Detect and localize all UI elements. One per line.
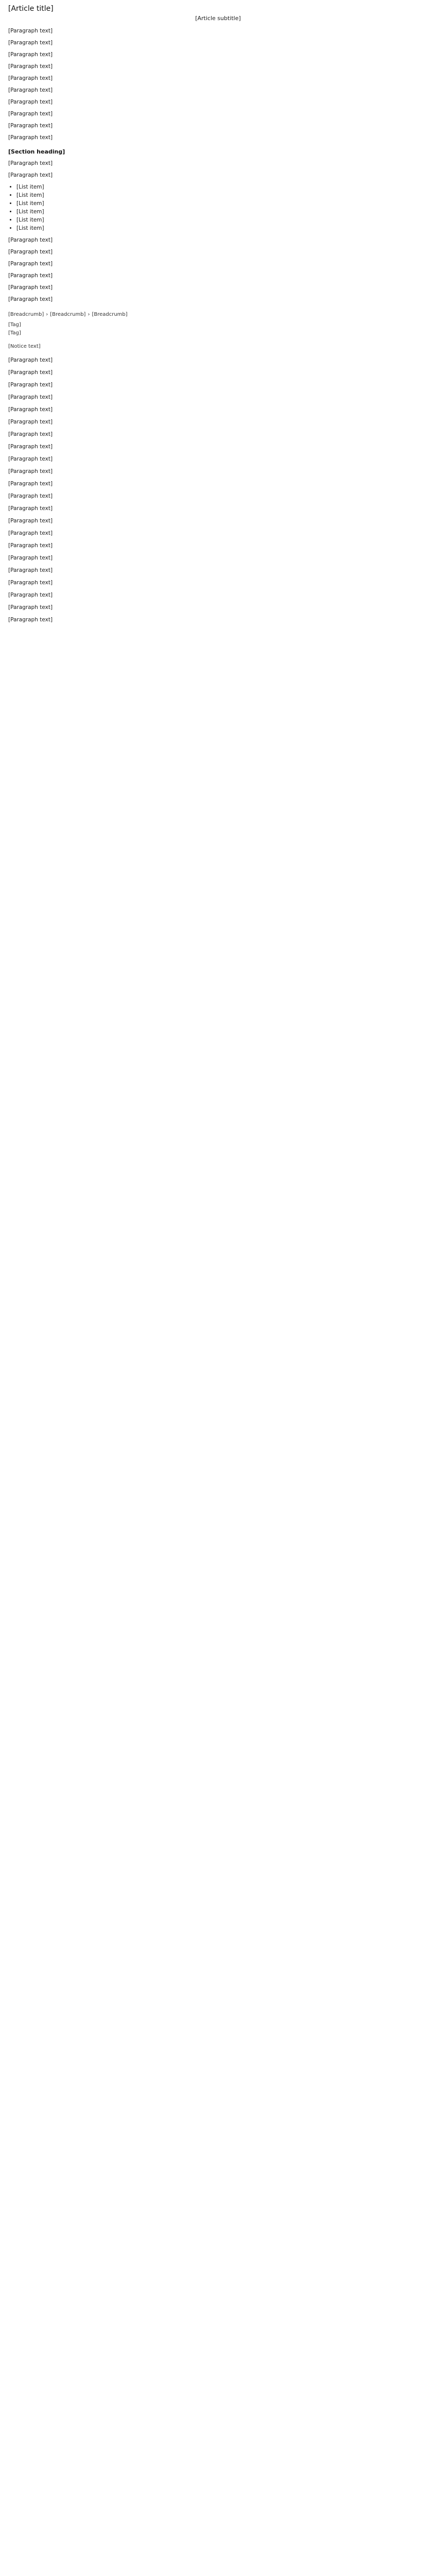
paragraph: [Paragraph text] [8, 284, 53, 291]
paragraph: [Paragraph text] [8, 237, 53, 243]
paragraph: [Paragraph text] [8, 505, 53, 512]
tag-item[interactable]: [Tag] [8, 322, 21, 328]
paragraph: [Paragraph text] [8, 580, 53, 586]
paragraph: [Paragraph text] [8, 444, 53, 450]
article-body [8, 27, 238, 623]
paragraph: [Paragraph text] [8, 28, 53, 34]
paragraph: [Paragraph text] [8, 160, 53, 166]
breadcrumb-item[interactable]: [Breadcrumb] [92, 312, 128, 317]
list-item: • [List item] [16, 200, 238, 207]
paragraph: [Paragraph text] [8, 530, 53, 536]
paragraph: [Paragraph text] [8, 123, 53, 129]
paragraph: [Paragraph text] [8, 134, 53, 141]
paragraph: [Paragraph text] [8, 75, 53, 81]
breadcrumb-separator: › [46, 312, 48, 317]
tag-list [8, 321, 238, 337]
paragraph: [Paragraph text] [8, 172, 53, 178]
article-section [8, 27, 238, 141]
paragraph: [Paragraph text] [8, 249, 53, 255]
page-subtitle: [Article subtitle] [195, 15, 241, 22]
tag-item[interactable]: [Tag] [8, 330, 21, 336]
paragraph: [Paragraph text] [8, 481, 53, 487]
paragraph: [Paragraph text] [8, 369, 53, 376]
list-item: • [List item] [16, 225, 238, 232]
paragraph: [Paragraph text] [8, 87, 53, 93]
list-item: • [List item] [16, 216, 238, 224]
article-section [8, 148, 238, 303]
breadcrumb [8, 311, 238, 318]
bullet-list [8, 183, 238, 232]
paragraph: [Paragraph text] [8, 555, 53, 561]
paragraph: [Paragraph text] [8, 468, 53, 474]
paragraph: [Paragraph text] [8, 456, 53, 462]
paragraph: [Paragraph text] [8, 406, 53, 413]
paragraph: [Paragraph text] [8, 604, 53, 611]
paragraph: [Paragraph text] [8, 592, 53, 598]
paragraph: [Paragraph text] [8, 543, 53, 549]
paragraph: [Paragraph text] [8, 431, 53, 437]
article-meta [8, 311, 238, 350]
paragraph: [Paragraph text] [8, 357, 53, 363]
paragraph: [Paragraph text] [8, 99, 53, 105]
paragraph: [Paragraph text] [8, 419, 53, 425]
notice-text: [Notice text] [8, 344, 41, 349]
paragraph: [Paragraph text] [8, 382, 53, 388]
paragraph: [Paragraph text] [8, 52, 53, 58]
breadcrumb-item[interactable]: [Breadcrumb] [8, 312, 44, 317]
paragraph: [Paragraph text] [8, 567, 53, 573]
paragraph: [Paragraph text] [8, 40, 53, 46]
paragraph: [Paragraph text] [8, 261, 53, 267]
paragraph: [Paragraph text] [8, 111, 53, 117]
paragraph: [Paragraph text] [8, 493, 53, 499]
paragraph: [Paragraph text] [8, 296, 53, 302]
narrow-column [8, 357, 117, 623]
list-item: • [List item] [16, 183, 238, 191]
paragraph: [Paragraph text] [8, 273, 53, 279]
paragraph: [Paragraph text] [8, 518, 53, 524]
breadcrumb-item[interactable]: [Breadcrumb] [50, 312, 86, 317]
breadcrumb-separator: › [88, 312, 90, 317]
paragraph: [Paragraph text] [8, 63, 53, 70]
page-title: [Article title] [8, 5, 54, 13]
paragraph: [Paragraph text] [8, 617, 53, 623]
list-item: • [List item] [16, 208, 238, 215]
list-item: • [List item] [16, 192, 238, 199]
section-heading: [Section heading] [8, 148, 65, 155]
paragraph: [Paragraph text] [8, 394, 53, 400]
